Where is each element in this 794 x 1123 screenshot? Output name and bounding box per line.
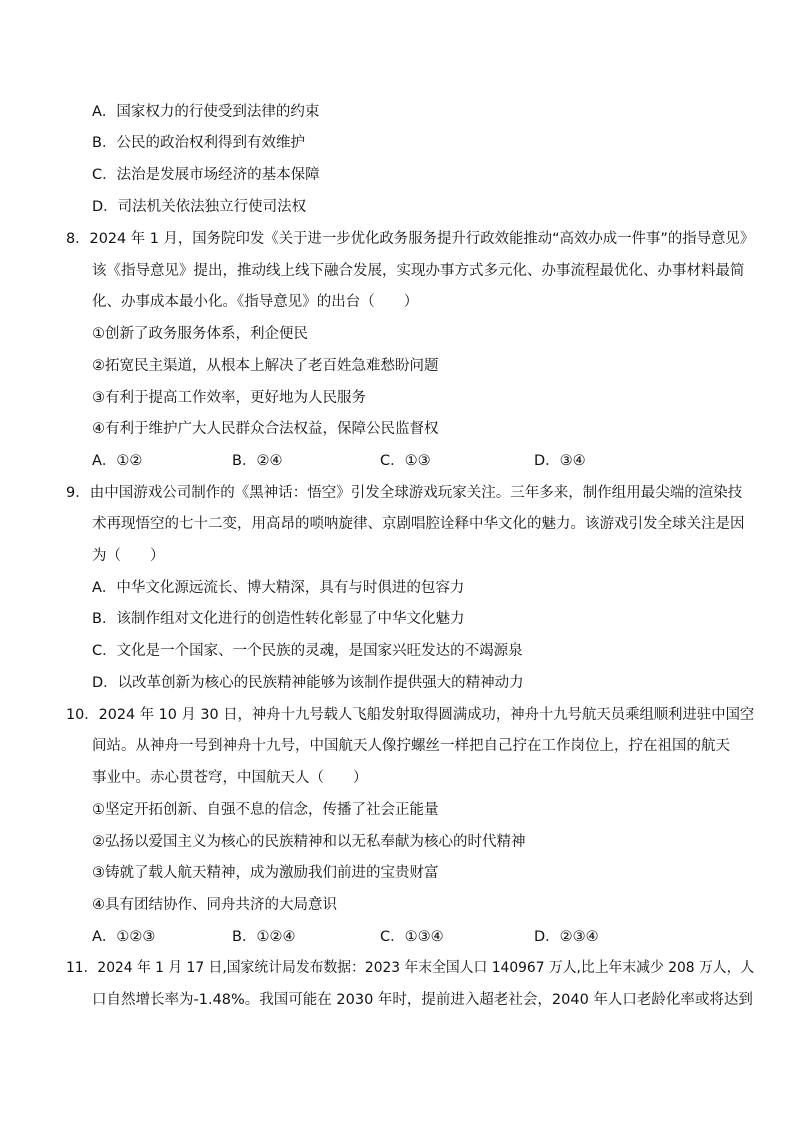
- q10-choice-a: A．①②③: [92, 929, 156, 945]
- q10-statement-3: ③铸就了载人航天精神，成为激励我们前进的宝贵财富: [92, 865, 439, 881]
- q10-stem-line-3: 事业中。赤心贯苍穹，中国航天人（ ）: [92, 770, 368, 786]
- q10-stem-line-1: 10．2024 年 10 月 30 日，神舟十九号载人飞船发射取得圆满成功，神舟十九号航天员乘组顺利进驻中国空: [66, 707, 755, 723]
- q11-stem-line-2: 口自然增长率为-1.48%。我国可能在 2030 年时，提前进入超老社会，2040 年人口老龄化率或将达到: [92, 992, 753, 1008]
- q7-option-c: C．法治是发展市场经济的基本保障: [92, 167, 320, 183]
- q10-choice-c: C．①③④: [380, 929, 444, 945]
- q8-choice-b: B．②④: [232, 453, 283, 469]
- q11-stem-line-1: 11．2024 年 1 月 17 日,国家统计局发布数据：2023 年末全国人口 140967 万人,比上年末减少 208 万人，人: [66, 960, 755, 976]
- q8-statement-4: ④有利于维护广大人民群众合法权益，保障公民监督权: [92, 421, 439, 437]
- q9-option-d: D．以改革创新为核心的民族精神能够为该制作提供强大的精神动力: [92, 675, 524, 691]
- q9-stem-line-3: 为（ ）: [92, 548, 165, 564]
- q7-option-a: A．国家权力的行使受到法律的约束: [92, 104, 320, 120]
- q9-stem-line-2: 术再现悟空的七十二变，用高昂的唢呐旋律、京剧唱腔诠释中华文化的魅力。该游戏引发全球关注是因: [92, 516, 745, 532]
- q8-stem-line-3: 化、办事成本最小化。《指导意见》的出台（ ）: [92, 294, 419, 310]
- q8-stem-line-1: 8．2024 年 1 月，国务院印发《关于进一步优化政务服务提升行政效能推动“高效办成一件事”的指导意见》: [66, 231, 755, 247]
- q8-choices: [92, 451, 732, 471]
- q9-option-c: C．文化是一个国家、一个民族的灵魂，是国家兴旺发达的不竭源泉: [92, 643, 523, 659]
- q8-statement-3: ③有利于提高工作效率，更好地为人民服务: [92, 390, 366, 406]
- q10-choices: [92, 927, 732, 947]
- q10-statement-1: ①坚定开拓创新、自强不息的信念，传播了社会正能量: [92, 802, 439, 818]
- q7-option-d: D．司法机关依法独立行使司法权: [92, 199, 307, 215]
- q9-option-a: A．中华文化源远流长、博大精深，具有与时俱进的包容力: [92, 580, 465, 596]
- q10-choice-d: D．②③④: [534, 929, 599, 945]
- q8-statement-2: ②拓宽民主渠道，从根本上解决了老百姓急难愁盼问题: [92, 358, 439, 374]
- q9-option-b: B．该制作组对文化进行的创造性转化彰显了中华文化魅力: [92, 611, 465, 627]
- q8-choice-c: C．①③: [380, 453, 431, 469]
- q10-statement-2: ②弘扬以爱国主义为核心的民族精神和以无私奉献为核心的时代精神: [92, 834, 526, 850]
- q10-choice-b: B．①②④: [232, 929, 296, 945]
- q10-statement-4: ④具有团结协作、同舟共济的大局意识: [92, 897, 337, 913]
- q7-option-b: B．公民的政治权利得到有效维护: [92, 135, 305, 151]
- q9-stem-line-1: 9．由中国游戏公司制作的《黑神话：悟空》引发全球游戏玩家关注。三年多来，制作组用最尖端的渲染技: [66, 485, 743, 501]
- q8-choice-a: A．①②: [92, 453, 143, 469]
- q10-stem-line-2: 间站。从神舟一号到神舟十九号，中国航天人像拧螺丝一样把自己拧在工作岗位上，拧在祖国的航天: [92, 738, 730, 754]
- q8-statement-1: ①创新了政务服务体系，利企便民: [92, 326, 308, 342]
- q8-choice-d: D．③④: [534, 453, 586, 469]
- q8-stem-line-2: 该《指导意见》提出，推动线上线下融合发展，实现办事方式多元化、办事流程最优化、办事材料最简: [92, 263, 745, 279]
